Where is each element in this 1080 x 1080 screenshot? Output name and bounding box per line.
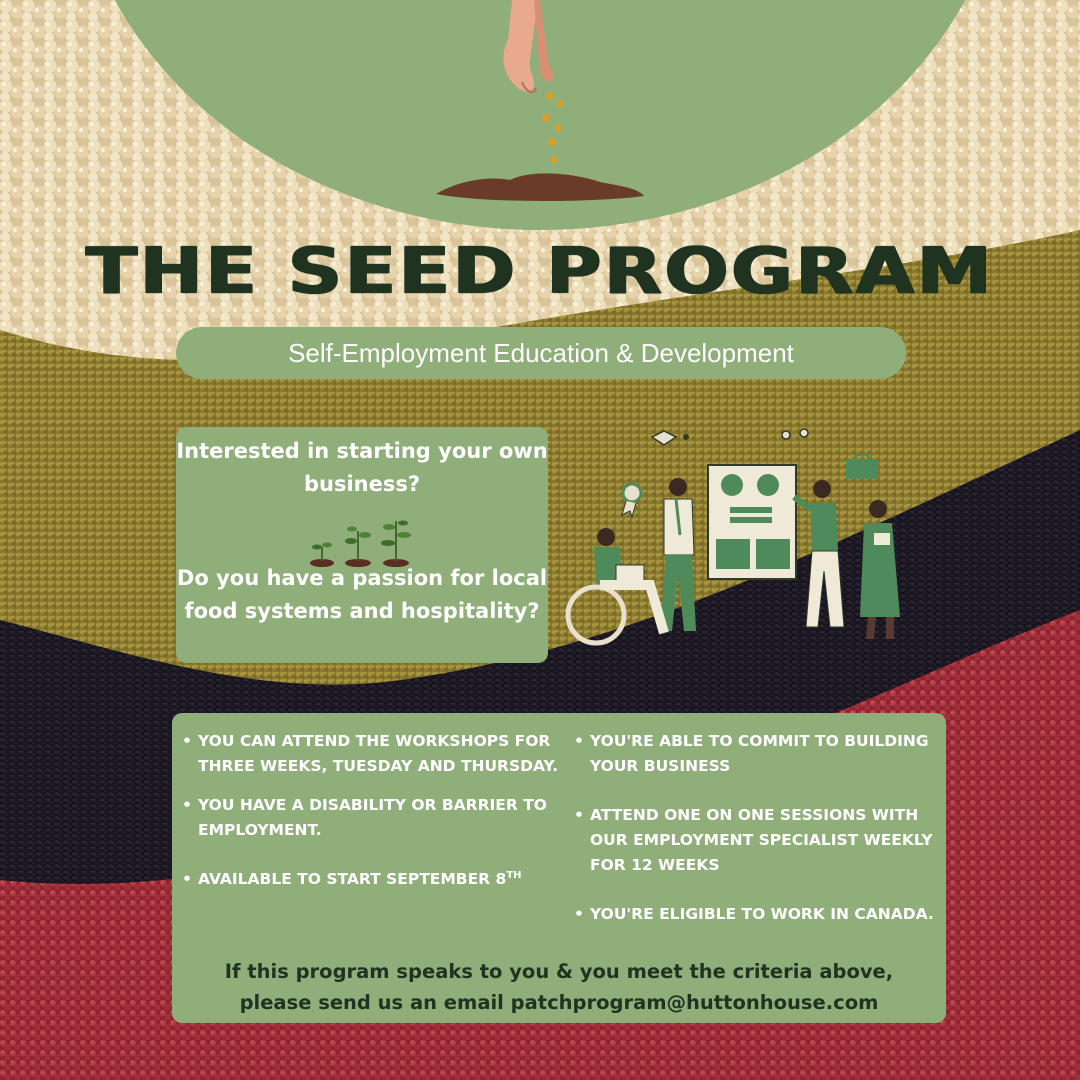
criteria-box [172, 713, 946, 1023]
start-date-text: AVAILABLE TO START SEPTEMBER 8 [198, 870, 507, 888]
criteria-item-commit: • YOU'RE ABLE TO COMMIT TO BUILDING YOUR BUSINESS [572, 729, 944, 779]
criteria-left-list [180, 729, 562, 892]
contact-line-1: If this program speaks to you & you meet the criteria above, [224, 960, 894, 983]
question-box [176, 427, 548, 663]
hand-sowing-seeds-icon [430, 0, 650, 210]
criteria-item-start-date [180, 867, 562, 892]
criteria-item-workshops: • YOU CAN ATTEND THE WORKSHOPS FOR THREE WEEKS, TUESDAY AND THURSDAY. [180, 729, 562, 779]
criteria-item-disability: • YOU HAVE A DISABILITY OR BARRIER TO EMPLOYMENT. [180, 793, 562, 843]
subtitle-text: Self-Employment Education & Development [288, 337, 794, 368]
question-passion: Do you have a passion for local food systems and hospitality? [176, 566, 548, 623]
start-date-suffix: TH [506, 869, 522, 881]
team-illustration [560, 425, 920, 655]
criteria-item-eligible: • YOU'RE ELIGIBLE TO WORK IN CANADA. [572, 902, 944, 927]
criteria-item-sessions: • ATTEND ONE ON ONE SESSIONS WITH OUR EMPLOYMENT SPECIALIST WEEKLY FOR 12 WEEKS [572, 803, 944, 878]
page-title: THE SEED PROGRAM [85, 235, 995, 309]
contact-message [172, 956, 946, 1018]
subtitle-pill [176, 327, 906, 379]
contact-line-2: please send us an email patchprogram@huttonhouse.com [239, 991, 879, 1014]
criteria-right-list [572, 729, 944, 927]
sprouts-icon [306, 517, 418, 567]
question-business: Interested in starting your own business? [176, 439, 548, 496]
